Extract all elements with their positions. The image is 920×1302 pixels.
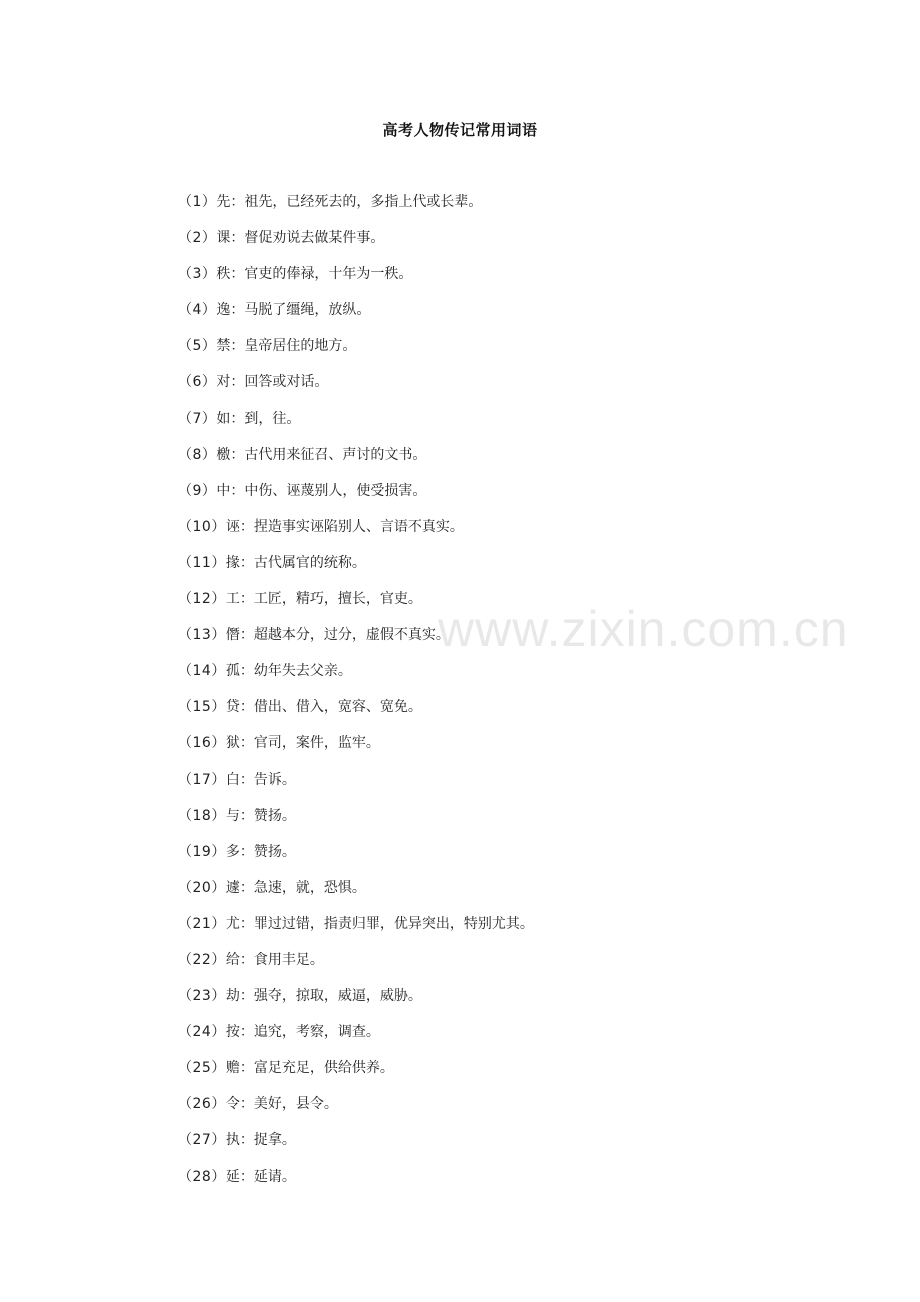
entry-number: （22） xyxy=(178,951,226,968)
list-item xyxy=(178,444,838,480)
entry-number: （27） xyxy=(178,1132,226,1149)
entry-definition: 工匠，精巧，擅长，官吏。 xyxy=(253,591,422,608)
entry-definition: 督促劝说去做某件事。 xyxy=(244,230,385,247)
entry-number: （21） xyxy=(178,915,226,932)
entry-number: （20） xyxy=(178,879,226,896)
entry-separator: ： xyxy=(239,554,254,571)
entry-term: 逸 xyxy=(216,302,231,319)
entry-definition: 捉拿。 xyxy=(253,1132,296,1149)
list-item xyxy=(178,1129,838,1165)
entry-definition: 急速，就，恐惧。 xyxy=(253,879,366,896)
entry-number: （19） xyxy=(178,843,226,860)
entry-number: （4） xyxy=(178,302,217,319)
entry-term: 如 xyxy=(216,410,231,427)
entry-definition: 皇帝居住的地方。 xyxy=(244,338,357,355)
entry-term: 禁 xyxy=(216,338,231,355)
entry-number: （17） xyxy=(178,771,226,788)
entry-number: （24） xyxy=(178,1024,226,1041)
entry-separator: ： xyxy=(239,807,254,824)
entry-separator: ： xyxy=(239,518,254,535)
list-item xyxy=(178,841,838,877)
entry-number: （14） xyxy=(178,663,226,680)
list-item xyxy=(178,1021,838,1057)
entry-term: 延 xyxy=(225,1168,240,1185)
entry-term: 与 xyxy=(225,807,240,824)
list-item xyxy=(178,1057,838,1093)
entry-definition: 超越本分，过分，虚假不真实。 xyxy=(253,627,450,644)
entry-term: 尤 xyxy=(225,915,240,932)
entry-separator: ： xyxy=(230,410,245,427)
entry-definition: 告诉。 xyxy=(253,771,296,788)
entry-number: （8） xyxy=(178,446,217,463)
entry-term: 按 xyxy=(225,1024,240,1041)
entry-term: 掾 xyxy=(225,554,240,571)
entry-separator: ： xyxy=(239,699,254,716)
entry-term: 对 xyxy=(216,374,231,391)
entry-number: （25） xyxy=(178,1060,226,1077)
entry-definition: 马脱了缰绳，放纵。 xyxy=(244,302,371,319)
entry-definition: 赞扬。 xyxy=(253,807,296,824)
entry-separator: ： xyxy=(239,915,254,932)
entry-number: （7） xyxy=(178,410,217,427)
list-item xyxy=(178,624,838,660)
entry-number: （2） xyxy=(178,230,217,247)
entry-term: 狱 xyxy=(225,735,240,752)
list-item xyxy=(178,913,838,949)
entry-separator: ： xyxy=(239,1168,254,1185)
entry-definition: 追究，考察，调查。 xyxy=(253,1024,380,1041)
entry-definition: 捏造事实诬陷别人、言语不真实。 xyxy=(253,518,464,535)
entry-number: （6） xyxy=(178,374,217,391)
entry-number: （11） xyxy=(178,554,226,571)
entry-term: 遽 xyxy=(225,879,240,896)
list-item xyxy=(178,696,838,732)
entry-term: 孤 xyxy=(225,663,240,680)
entry-term: 中 xyxy=(216,482,231,499)
entry-definition: 食用丰足。 xyxy=(253,951,324,968)
entry-term: 执 xyxy=(225,1132,240,1149)
entry-number: （26） xyxy=(178,1096,226,1113)
list-item xyxy=(178,985,838,1021)
entry-definition: 富足充足，供给供养。 xyxy=(253,1060,394,1077)
entry-separator: ： xyxy=(239,1132,254,1149)
entry-definition: 回答或对话。 xyxy=(244,374,329,391)
entry-definition: 赞扬。 xyxy=(253,843,296,860)
entry-definition: 官吏的俸禄，十年为一秩。 xyxy=(244,266,413,283)
entry-separator: ： xyxy=(239,879,254,896)
entry-separator: ： xyxy=(239,951,254,968)
entry-number: （1） xyxy=(178,194,217,210)
entry-term: 课 xyxy=(216,230,231,247)
entry-number: （16） xyxy=(178,735,226,752)
entry-definition: 古代用来征召、声讨的文书。 xyxy=(244,446,427,463)
entry-term: 令 xyxy=(225,1096,240,1113)
list-item xyxy=(178,949,838,985)
entry-definition: 到，往。 xyxy=(244,410,301,427)
entry-number: （9） xyxy=(178,482,217,499)
entry-term: 先 xyxy=(216,194,231,210)
entry-separator: ： xyxy=(230,482,245,499)
entry-number: （15） xyxy=(178,699,226,716)
entry-separator: ： xyxy=(230,266,245,283)
entry-separator: ： xyxy=(230,194,245,210)
entry-term: 僭 xyxy=(225,627,240,644)
entry-term: 赡 xyxy=(225,1060,240,1077)
document-title: 高考人物传记常用词语 xyxy=(382,121,538,139)
entry-separator: ： xyxy=(230,338,245,355)
entry-definition: 强夺，掠取，威逼，威胁。 xyxy=(253,988,422,1005)
entry-separator: ： xyxy=(239,627,254,644)
entry-separator: ： xyxy=(239,1024,254,1041)
list-item xyxy=(178,191,838,227)
list-item xyxy=(178,732,838,768)
vocabulary-list xyxy=(178,191,838,1202)
entry-separator: ： xyxy=(239,1060,254,1077)
entry-definition: 幼年失去父亲。 xyxy=(253,663,352,680)
entry-separator: ： xyxy=(239,988,254,1005)
entry-term: 秩 xyxy=(216,266,231,283)
entry-definition: 借出、借入，宽容、宽免。 xyxy=(253,699,422,716)
list-item xyxy=(178,660,838,696)
entry-definition: 中伤、诬蔑别人，使受损害。 xyxy=(244,482,427,499)
list-item xyxy=(178,408,838,444)
entry-separator: ： xyxy=(239,663,254,680)
entry-term: 诬 xyxy=(225,518,240,535)
entry-definition: 延请。 xyxy=(253,1168,296,1185)
entry-definition: 罪过过错，指责归罪，优异突出，特别尤其。 xyxy=(253,915,534,932)
entry-separator: ： xyxy=(239,1096,254,1113)
entry-separator: ： xyxy=(239,771,254,788)
entry-separator: ： xyxy=(239,591,254,608)
entry-term: 给 xyxy=(225,951,240,968)
entry-number: （5） xyxy=(178,338,217,355)
entry-number: （13） xyxy=(178,627,226,644)
list-item xyxy=(178,588,838,624)
list-item xyxy=(178,227,838,263)
entry-definition: 祖先，已经死去的，多指上代或长辈。 xyxy=(244,194,483,210)
watermark: www.zixin.com.cn xyxy=(438,601,849,657)
entry-term: 贷 xyxy=(225,699,240,716)
entry-term: 劫 xyxy=(225,988,240,1005)
entry-separator: ： xyxy=(230,446,245,463)
entry-definition: 古代属官的统称。 xyxy=(253,554,366,571)
entry-term: 檄 xyxy=(216,446,231,463)
entry-definition: 美好，县令。 xyxy=(253,1096,338,1113)
entry-separator: ： xyxy=(230,374,245,391)
entry-term: 白 xyxy=(225,771,240,788)
list-item xyxy=(178,1093,838,1129)
list-item xyxy=(178,877,838,913)
entry-term: 多 xyxy=(225,843,240,860)
list-item xyxy=(178,552,838,588)
entry-number: （23） xyxy=(178,988,226,1005)
list-item xyxy=(178,263,838,299)
list-item xyxy=(178,335,838,371)
entry-separator: ： xyxy=(239,735,254,752)
list-item xyxy=(178,805,838,841)
entry-number: （12） xyxy=(178,591,226,608)
entry-term: 工 xyxy=(225,591,240,608)
entry-separator: ： xyxy=(239,843,254,860)
list-item xyxy=(178,371,838,407)
entry-number: （10） xyxy=(178,518,226,535)
list-item xyxy=(178,516,838,552)
list-item xyxy=(178,769,838,805)
list-item xyxy=(178,1166,838,1202)
entry-separator: ： xyxy=(230,302,245,319)
entry-number: （18） xyxy=(178,807,226,824)
entry-number: （28） xyxy=(178,1168,226,1185)
entry-separator: ： xyxy=(230,230,245,247)
entry-number: （3） xyxy=(178,266,217,283)
entry-definition: 官司，案件，监牢。 xyxy=(253,735,380,752)
list-item xyxy=(178,480,838,516)
list-item xyxy=(178,299,838,335)
